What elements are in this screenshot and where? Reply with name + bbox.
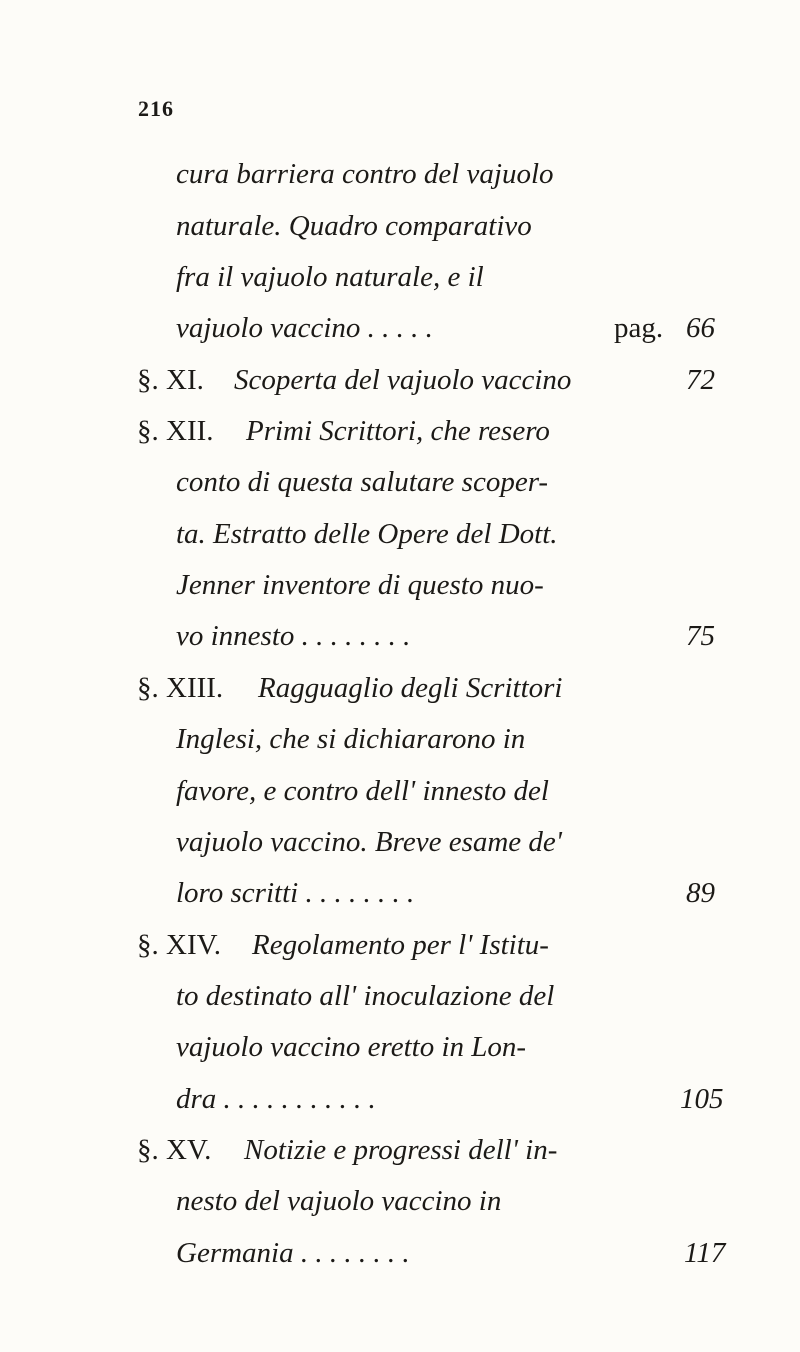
toc-page-number: 66	[686, 312, 715, 344]
page-number: 216	[138, 96, 174, 121]
section-number: §. XII.	[137, 415, 214, 447]
toc-line	[0, 415, 800, 459]
toc-line	[0, 1083, 800, 1127]
toc-line	[0, 826, 800, 870]
toc-line	[0, 466, 800, 510]
toc-line-text: ta. Estratto delle Opere del Dott.	[176, 518, 558, 550]
toc-line-text: naturale. Quadro comparativo	[176, 210, 532, 242]
toc-line-text: vajuolo vaccino eretto in Lon-	[176, 1031, 527, 1063]
toc-page-number: 75	[686, 620, 715, 652]
toc-page-number: 117	[684, 1237, 726, 1269]
toc-line	[0, 980, 800, 1024]
toc-line	[0, 1134, 800, 1178]
toc-line-text: vo innesto . . . . . . . .	[176, 620, 411, 652]
toc-line	[0, 1185, 800, 1229]
toc-page-number: 105	[680, 1083, 724, 1115]
page-label: pag.	[614, 312, 664, 344]
toc-line-text: Notizie e progressi dell' in-	[244, 1134, 558, 1166]
toc-page-number: 89	[686, 877, 715, 909]
toc-line-text: Jenner inventore di questo nuo-	[176, 569, 544, 601]
toc-line	[0, 723, 800, 767]
toc-line-text: Germania . . . . . . . .	[176, 1237, 410, 1269]
toc-line-text: Inglesi, che si dichiararono in	[176, 723, 526, 755]
toc-line-text: Regolamento per l' Istitu-	[252, 929, 549, 961]
toc-line-text: nesto del vajuolo vaccino in	[176, 1185, 502, 1217]
toc-line-text: Ragguaglio degli Scrittori	[258, 672, 563, 704]
toc-line	[0, 364, 800, 408]
toc-line-text: vajuolo vaccino . . . . .	[176, 312, 433, 344]
toc-page-number: 72	[686, 364, 715, 396]
toc-line	[0, 1237, 800, 1281]
section-number: §. XV.	[137, 1134, 212, 1166]
toc-line-text: vajuolo vaccino. Breve esame de'	[176, 826, 562, 858]
toc-line-text: to destinato all' inoculazione del	[176, 980, 555, 1012]
toc-line	[0, 312, 800, 356]
toc-line	[0, 929, 800, 973]
section-number: §. XI.	[137, 364, 204, 396]
toc-line	[0, 569, 800, 613]
toc-line-text: conto di questa salutare scoper-	[176, 466, 549, 498]
toc-line	[0, 672, 800, 716]
section-number: §. XIV.	[137, 929, 222, 961]
toc-line	[0, 620, 800, 664]
toc-line	[0, 210, 800, 254]
toc-line-text: dra . . . . . . . . . . .	[176, 1083, 376, 1115]
toc-line-text: favore, e contro dell' innesto del	[176, 775, 549, 807]
toc-line	[0, 775, 800, 819]
toc-line-text: loro scritti . . . . . . . .	[176, 877, 415, 909]
toc-line	[0, 1031, 800, 1075]
toc-line	[0, 877, 800, 921]
toc-line-text: Scoperta del vajuolo vaccino	[234, 364, 572, 396]
toc-line-text: fra il vajuolo naturale, e il	[176, 261, 484, 293]
toc-line	[0, 158, 800, 202]
section-number: §. XIII.	[137, 672, 224, 704]
toc-line	[0, 261, 800, 305]
toc-line-text: cura barriera contro del vajuolo	[176, 158, 554, 190]
toc-line	[0, 518, 800, 562]
toc-line-text: Primi Scrittori, che resero	[246, 415, 550, 447]
